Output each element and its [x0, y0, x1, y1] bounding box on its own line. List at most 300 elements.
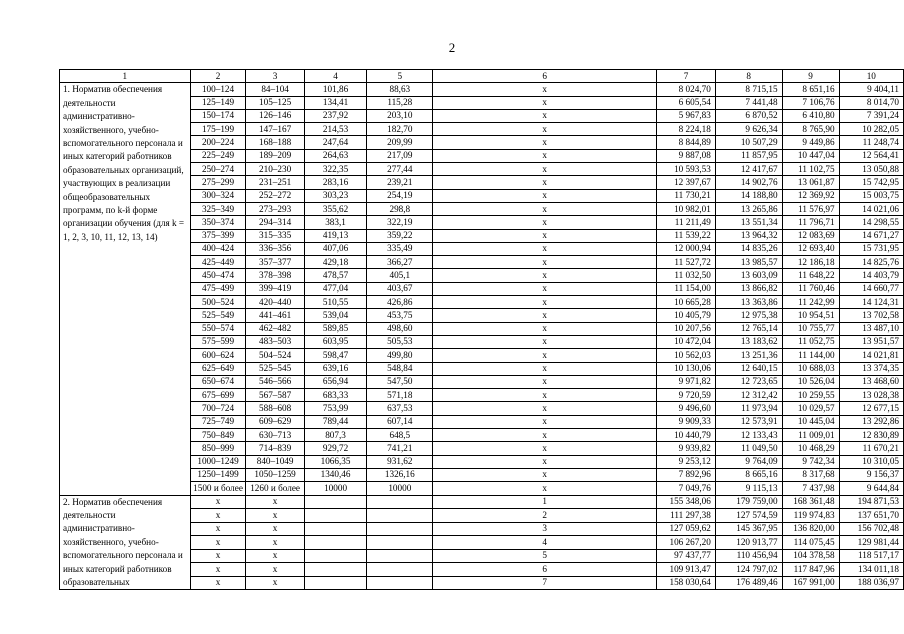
table-cell: 10 445,04	[782, 415, 839, 428]
table-cell: x	[246, 563, 304, 577]
table-cell: x	[190, 536, 246, 550]
table-cell: 203,10	[367, 109, 433, 122]
table-cell: x	[433, 282, 657, 295]
table-cell: 840–1049	[246, 455, 304, 468]
table-cell: 13 374,35	[839, 362, 903, 375]
table-cell: 9 404,11	[839, 83, 903, 96]
table-cell: 637,53	[367, 402, 433, 415]
table-cell: 134 011,18	[839, 563, 903, 577]
table-cell: 700–724	[190, 402, 246, 415]
table-cell: 12 369,92	[782, 189, 839, 202]
table-cell: x	[433, 468, 657, 481]
page-number: 2	[448, 40, 456, 55]
table-cell	[304, 563, 367, 577]
table-cell: 13 702,58	[839, 309, 903, 322]
table-cell: 182,70	[367, 123, 433, 136]
table-cell: 625–649	[190, 362, 246, 375]
table-cell: 405,1	[367, 269, 433, 282]
table-cell: 134,41	[304, 96, 367, 109]
table-cell: 639,16	[304, 362, 367, 375]
table-cell: 10 507,29	[715, 136, 782, 149]
table-cell: 136 820,00	[782, 522, 839, 536]
table-cell: 400–424	[190, 242, 246, 255]
table-cell: 539,04	[304, 309, 367, 322]
table-cell: 124 797,02	[715, 563, 782, 577]
table-cell: 111 297,38	[657, 509, 716, 523]
table-cell: 1000–1249	[190, 455, 246, 468]
table-cell: 12 397,67	[657, 176, 716, 189]
table-cell: 378–398	[246, 269, 304, 282]
table-cell: 609–629	[246, 415, 304, 428]
table-row	[60, 83, 904, 96]
table-cell: 12 975,38	[715, 309, 782, 322]
table-cell: 14 021,06	[839, 202, 903, 215]
table-cell: 6	[433, 563, 657, 577]
table-cell: 11 973,94	[715, 402, 782, 415]
table-cell: 10 526,04	[782, 375, 839, 388]
table-cell: 548,84	[367, 362, 433, 375]
table-cell: 8 014,70	[839, 96, 903, 109]
table-cell: x	[246, 509, 304, 523]
table-cell: 88,63	[367, 83, 433, 96]
table-cell: 273–293	[246, 202, 304, 215]
table-cell: 13 061,87	[782, 176, 839, 189]
table-cell: 145 367,95	[715, 522, 782, 536]
table-cell: 1050–1259	[246, 468, 304, 481]
table-cell: 607,14	[367, 415, 433, 428]
table-cell: 12 693,40	[782, 242, 839, 255]
table-cell: 6 870,52	[715, 109, 782, 122]
table-cell: 10 310,05	[839, 455, 903, 468]
table-cell: 475–499	[190, 282, 246, 295]
table-cell: x	[433, 322, 657, 335]
table-cell: 335,49	[367, 242, 433, 255]
table-row	[60, 495, 904, 509]
table-cell: 12 640,15	[715, 362, 782, 375]
table-cell: 237,92	[304, 109, 367, 122]
table-cell: 9 496,60	[657, 402, 716, 415]
table-cell: 789,44	[304, 415, 367, 428]
table-cell: x	[433, 216, 657, 229]
table-cell: 114 075,45	[782, 536, 839, 550]
table-cell: 8 844,89	[657, 136, 716, 149]
table-cell: 13 985,57	[715, 256, 782, 269]
table-cell: 7 437,98	[782, 482, 839, 495]
table-cell: 188 036,97	[839, 576, 903, 590]
table-cell: 13 951,57	[839, 335, 903, 348]
table-cell: 588–608	[246, 402, 304, 415]
header-cell: 1	[60, 70, 191, 83]
table-cell: 571,18	[367, 389, 433, 402]
table-cell: 158 030,64	[657, 576, 716, 590]
table-cell: 14 671,27	[839, 229, 903, 242]
table-cell: 7 391,24	[839, 109, 903, 122]
table-cell: 9 887,08	[657, 149, 716, 162]
table-cell: 12 573,91	[715, 415, 782, 428]
table-cell: 11 049,50	[715, 442, 782, 455]
table-cell: 10 665,28	[657, 296, 716, 309]
table-cell: 10 282,05	[839, 123, 903, 136]
table-cell: 231–251	[246, 176, 304, 189]
table-cell: 147–167	[246, 123, 304, 136]
table-cell: 97 437,77	[657, 549, 716, 563]
table-cell: 5 967,83	[657, 109, 716, 122]
table-cell: x	[433, 149, 657, 162]
table-cell: x	[433, 362, 657, 375]
table-cell: 441–461	[246, 309, 304, 322]
table-cell: 420–440	[246, 296, 304, 309]
header-cell: 4	[304, 70, 367, 83]
table-cell: x	[246, 576, 304, 590]
table-cell: 741,21	[367, 442, 433, 455]
header-cell: 5	[367, 70, 433, 83]
table-cell: 303,23	[304, 189, 367, 202]
table-cell: x	[433, 202, 657, 215]
table-cell: 11 154,00	[657, 282, 716, 295]
table-cell: 13 866,82	[715, 282, 782, 295]
table-cell: 129 981,44	[839, 536, 903, 550]
table-cell: 300–324	[190, 189, 246, 202]
table-cell: 10000	[367, 482, 433, 495]
table-cell: 600–624	[190, 349, 246, 362]
section2-description: 2. Норматив обеспечения деятельности административно-хозяйственного, учебно-вспомогательного персонала и иных категорий работников образовательных	[60, 495, 191, 590]
table-cell: 499,80	[367, 349, 433, 362]
table-cell: 7 441,48	[715, 96, 782, 109]
table-cell	[304, 495, 367, 509]
table-cell: 13 183,62	[715, 335, 782, 348]
table-cell	[367, 509, 433, 523]
table-cell: 10 259,55	[782, 389, 839, 402]
table-cell: 7	[433, 576, 657, 590]
table-cell: 425–449	[190, 256, 246, 269]
table-cell: 725–749	[190, 415, 246, 428]
table-cell: 298,8	[367, 202, 433, 215]
table-cell: 11 730,21	[657, 189, 716, 202]
table-cell: 11 009,01	[782, 429, 839, 442]
table-cell: 603,95	[304, 335, 367, 348]
table-cell: 156 702,48	[839, 522, 903, 536]
table-cell: x	[433, 256, 657, 269]
table-cell	[367, 563, 433, 577]
table-cell: x	[433, 296, 657, 309]
table-cell: 15 731,95	[839, 242, 903, 255]
table-cell: 12 133,43	[715, 429, 782, 442]
table-cell: 10 440,79	[657, 429, 716, 442]
table-cell: 11 648,22	[782, 269, 839, 282]
table-cell: 13 603,09	[715, 269, 782, 282]
table-cell: 9 720,59	[657, 389, 716, 402]
table-cell: 176 489,46	[715, 576, 782, 590]
table-cell: x	[433, 402, 657, 415]
table-cell: 9 909,33	[657, 415, 716, 428]
table-cell	[304, 522, 367, 536]
table-cell: 283,16	[304, 176, 367, 189]
table-cell: 10 688,03	[782, 362, 839, 375]
table-cell	[304, 576, 367, 590]
table-cell: 12 830,89	[839, 429, 903, 442]
table-cell: 175–199	[190, 123, 246, 136]
table-cell: 14 188,80	[715, 189, 782, 202]
table-cell: 179 759,00	[715, 495, 782, 509]
table-cell: 383,1	[304, 216, 367, 229]
table-cell: 9 115,13	[715, 482, 782, 495]
table-cell: 350–374	[190, 216, 246, 229]
table-cell: 6 605,54	[657, 96, 716, 109]
table-cell: 209,99	[367, 136, 433, 149]
table-cell: 8 317,68	[782, 468, 839, 481]
table-cell: x	[433, 96, 657, 109]
table-cell: 7 106,76	[782, 96, 839, 109]
table-cell: 322,35	[304, 163, 367, 176]
table-cell: 125–149	[190, 96, 246, 109]
table-cell: x	[246, 536, 304, 550]
table-cell: 656,94	[304, 375, 367, 388]
table-cell: 807,3	[304, 429, 367, 442]
table-cell: 225–249	[190, 149, 246, 162]
table-cell	[304, 509, 367, 523]
table-cell	[367, 522, 433, 536]
table-cell: 375–399	[190, 229, 246, 242]
table-cell: 1326,16	[367, 468, 433, 481]
table-cell: 10 207,56	[657, 322, 716, 335]
table-cell: 510,55	[304, 296, 367, 309]
table-cell: 929,72	[304, 442, 367, 455]
table-cell: 118 517,17	[839, 549, 903, 563]
table-cell: 115,28	[367, 96, 433, 109]
table-cell: 14 021,81	[839, 349, 903, 362]
table-cell: 8 024,70	[657, 83, 716, 96]
table-cell: 429,18	[304, 256, 367, 269]
table-cell: 403,67	[367, 282, 433, 295]
table-cell: 10 562,03	[657, 349, 716, 362]
table-cell: x	[433, 309, 657, 322]
table-cell: 12 000,94	[657, 242, 716, 255]
table-cell: 575–599	[190, 335, 246, 348]
table-cell: 10000	[304, 482, 367, 495]
table-cell: 101,86	[304, 83, 367, 96]
table-cell: 336–356	[246, 242, 304, 255]
table-cell: x	[246, 549, 304, 563]
table-cell: 598,47	[304, 349, 367, 362]
table-cell: 589,85	[304, 322, 367, 335]
table-cell: x	[246, 495, 304, 509]
table-cell: 8 715,15	[715, 83, 782, 96]
table-cell: 10 755,77	[782, 322, 839, 335]
header-cell: 10	[839, 70, 903, 83]
table-cell: 127 574,59	[715, 509, 782, 523]
table-cell: 11 242,99	[782, 296, 839, 309]
table-cell: 325–349	[190, 202, 246, 215]
table-cell: 3	[433, 522, 657, 536]
table-cell: 167 991,00	[782, 576, 839, 590]
table-cell: 239,21	[367, 176, 433, 189]
table-cell: 150–174	[190, 109, 246, 122]
table-cell: 525–549	[190, 309, 246, 322]
table-cell: 504–524	[246, 349, 304, 362]
table-cell: 4	[433, 536, 657, 550]
table-cell: 11 760,46	[782, 282, 839, 295]
table-cell: x	[190, 495, 246, 509]
table-cell: 359,22	[367, 229, 433, 242]
table-cell: 483–503	[246, 335, 304, 348]
table-cell: 8 765,90	[782, 123, 839, 136]
table-cell: 714–839	[246, 442, 304, 455]
table-cell: 650–674	[190, 375, 246, 388]
table-cell: 11 052,75	[782, 335, 839, 348]
table-cell: x	[433, 375, 657, 388]
table-cell: x	[433, 389, 657, 402]
table-cell: 13 487,10	[839, 322, 903, 335]
table-cell: 567–587	[246, 389, 304, 402]
table-cell: 11 248,74	[839, 136, 903, 149]
table-cell: x	[433, 455, 657, 468]
table-cell: 5	[433, 549, 657, 563]
table-cell: 11 527,72	[657, 256, 716, 269]
table-cell: 1260 и более	[246, 482, 304, 495]
table-cell: x	[433, 176, 657, 189]
table-cell: 13 265,86	[715, 202, 782, 215]
table-cell: 13 964,32	[715, 229, 782, 242]
table-cell: 14 835,26	[715, 242, 782, 255]
table-cell: 214,53	[304, 123, 367, 136]
table-cell: x	[190, 576, 246, 590]
table-cell: 8 224,18	[657, 123, 716, 136]
table-cell: 1066,35	[304, 455, 367, 468]
table-cell: 10 472,04	[657, 335, 716, 348]
table-cell: 407,06	[304, 242, 367, 255]
table-cell: 550–574	[190, 322, 246, 335]
table-cell: 13 028,38	[839, 389, 903, 402]
table-cell: 13 551,34	[715, 216, 782, 229]
table-cell: x	[433, 242, 657, 255]
table-cell: x	[433, 136, 657, 149]
table-cell: 12 723,65	[715, 375, 782, 388]
table-cell: x	[433, 229, 657, 242]
table-cell: 753,99	[304, 402, 367, 415]
table-cell: 14 660,77	[839, 282, 903, 295]
table-cell: 110 456,94	[715, 549, 782, 563]
table-cell: 10 593,53	[657, 163, 716, 176]
table-cell: 2	[433, 509, 657, 523]
table-cell: 9 253,12	[657, 455, 716, 468]
table-cell: 127 059,62	[657, 522, 716, 536]
table-cell: 357–377	[246, 256, 304, 269]
table-cell: 931,62	[367, 455, 433, 468]
table-cell: 11 796,71	[782, 216, 839, 229]
table-cell: 14 298,55	[839, 216, 903, 229]
table-cell: 1340,46	[304, 468, 367, 481]
table-cell: 12 677,15	[839, 402, 903, 415]
table-cell: 478,57	[304, 269, 367, 282]
table-cell: 315–335	[246, 229, 304, 242]
table-cell: x	[433, 189, 657, 202]
table-cell: 10 954,51	[782, 309, 839, 322]
table-cell: 10 982,01	[657, 202, 716, 215]
norms-table	[59, 69, 904, 590]
table-cell: 399–419	[246, 282, 304, 295]
table-cell: 217,09	[367, 149, 433, 162]
table-cell: 505,53	[367, 335, 433, 348]
table-cell: 11 102,75	[782, 163, 839, 176]
table-cell: 355,62	[304, 202, 367, 215]
table-cell: 11 576,97	[782, 202, 839, 215]
header-row	[60, 70, 904, 83]
table-cell: 275–299	[190, 176, 246, 189]
table-cell: 10 447,04	[782, 149, 839, 162]
table-cell: 13 050,88	[839, 163, 903, 176]
header-cell: 7	[657, 70, 716, 83]
header-cell: 3	[246, 70, 304, 83]
table-cell: 119 974,83	[782, 509, 839, 523]
table-cell: x	[433, 415, 657, 428]
table-cell: x	[190, 549, 246, 563]
table-cell: 630–713	[246, 429, 304, 442]
table-cell: 210–230	[246, 163, 304, 176]
table-cell: 450–474	[190, 269, 246, 282]
table-cell: 12 417,67	[715, 163, 782, 176]
table-cell: 14 825,76	[839, 256, 903, 269]
table-cell: x	[433, 335, 657, 348]
table-cell: 189–209	[246, 149, 304, 162]
table-cell: 137 651,70	[839, 509, 903, 523]
table-cell	[367, 549, 433, 563]
table-cell: 13 363,86	[715, 296, 782, 309]
header-cell: 8	[715, 70, 782, 83]
table-cell: 1500 и более	[190, 482, 246, 495]
table-cell: 453,75	[367, 309, 433, 322]
table-cell: 254,19	[367, 189, 433, 202]
table-cell: 683,33	[304, 389, 367, 402]
table-cell: 7 892,96	[657, 468, 716, 481]
table-cell: x	[190, 522, 246, 536]
table-cell: 9 742,34	[782, 455, 839, 468]
table-cell: 13 292,86	[839, 415, 903, 428]
header-cell: 2	[190, 70, 246, 83]
table-cell: 294–314	[246, 216, 304, 229]
table-cell: 12 186,18	[782, 256, 839, 269]
table-cell: 11 144,00	[782, 349, 839, 362]
table-cell: 100–124	[190, 83, 246, 96]
table-cell: 12 312,42	[715, 389, 782, 402]
table-cell	[367, 536, 433, 550]
table-cell: x	[433, 163, 657, 176]
table-cell: 13 468,60	[839, 375, 903, 388]
table-cell: 7 049,76	[657, 482, 716, 495]
table-cell: 1250–1499	[190, 468, 246, 481]
table-cell: 750–849	[190, 429, 246, 442]
table-cell: 264,63	[304, 149, 367, 162]
table-body	[60, 83, 904, 590]
table-cell: 105–125	[246, 96, 304, 109]
table-cell: 9 939,82	[657, 442, 716, 455]
table-cell: 252–272	[246, 189, 304, 202]
table-cell: 547,50	[367, 375, 433, 388]
table-cell: x	[190, 563, 246, 577]
table-cell: 200–224	[190, 136, 246, 149]
table-cell: 525–545	[246, 362, 304, 375]
table-cell: 850–999	[190, 442, 246, 455]
table-cell: 9 971,82	[657, 375, 716, 388]
table-cell: 9 644,84	[839, 482, 903, 495]
table-cell: x	[433, 442, 657, 455]
table-cell: 9 764,09	[715, 455, 782, 468]
table-cell: 15 003,75	[839, 189, 903, 202]
header-cell: 6	[433, 70, 657, 83]
table-cell: 126–146	[246, 109, 304, 122]
table-cell: x	[433, 83, 657, 96]
table-cell: 104 378,58	[782, 549, 839, 563]
table-cell: 168–188	[246, 136, 304, 149]
